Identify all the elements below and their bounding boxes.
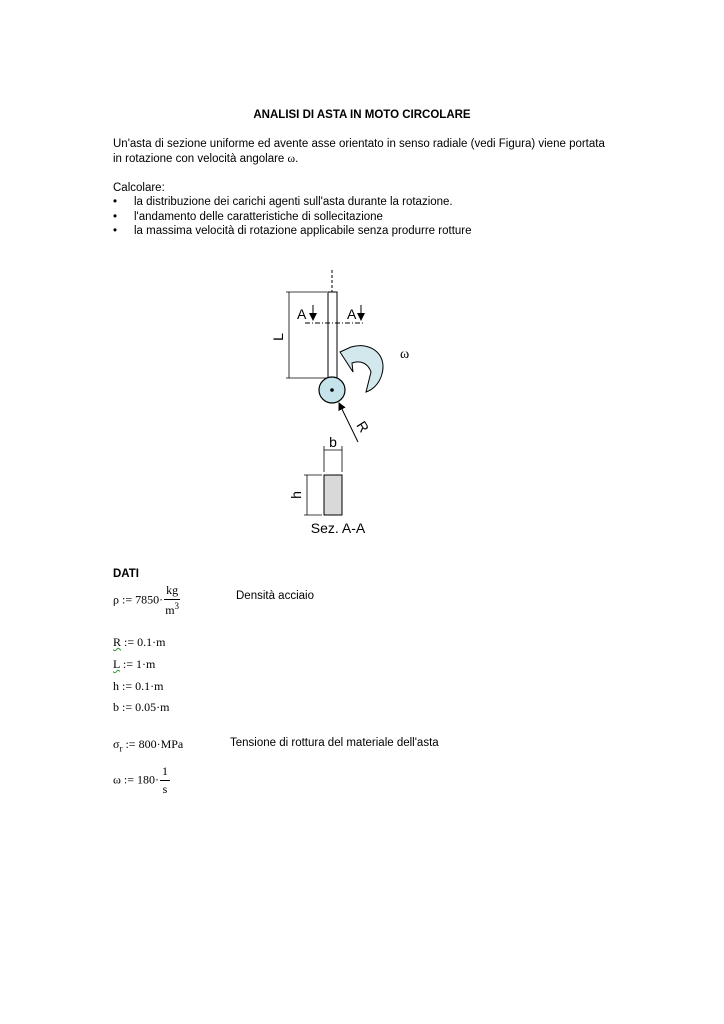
radius-arrow	[339, 403, 358, 442]
R-definition	[113, 635, 165, 650]
center-point	[330, 388, 334, 392]
rod	[328, 292, 337, 378]
rho-symbol: ρ	[113, 592, 119, 607]
b-symbol: b	[113, 700, 119, 714]
assign-operator: :=	[122, 679, 133, 693]
intro-line-1: Un'asta di sezione uniforme ed avente asse orientato in senso radiale (vedi Figura) viene portata	[113, 138, 605, 150]
sigma-definition	[113, 737, 183, 753]
h-expression: 0.1·m	[135, 679, 164, 693]
cross-section	[324, 475, 342, 515]
omega-unit-num: 1	[160, 764, 170, 781]
label-L: L	[270, 333, 286, 341]
rotation-arrow-icon	[340, 346, 383, 392]
label-A-right: A	[347, 306, 357, 322]
rho-unit-exp: 3	[174, 601, 180, 611]
section-caption: Sez. A-A	[310, 520, 366, 536]
label-A-left: A	[297, 306, 307, 322]
label-b: b	[329, 434, 337, 450]
assign-operator: :=	[122, 657, 133, 671]
omega-value: 180·	[137, 772, 160, 787]
page-title: ANALISI DI ASTA IN MOTO CIRCOLARE	[253, 109, 471, 121]
sigma-expression: 800·MPa	[138, 737, 184, 751]
h-symbol: h	[113, 679, 119, 693]
assign-operator: :=	[123, 772, 135, 787]
rho-value: 7850·	[135, 592, 164, 607]
rho-unit-den: m	[165, 603, 175, 617]
assign-operator: :=	[122, 700, 133, 714]
assign-operator: :=	[122, 592, 133, 607]
omega-unit-fraction	[160, 764, 170, 797]
omega-symbol: ω	[287, 153, 296, 165]
omega-definition	[113, 764, 170, 797]
label-h: h	[288, 491, 304, 499]
sigma-symbol: σ	[113, 737, 120, 751]
R-symbol: R	[113, 635, 122, 649]
label-omega: ω	[400, 347, 410, 362]
assign-operator: :=	[124, 635, 135, 649]
label-R: R	[353, 418, 373, 436]
L-symbol: L	[113, 657, 120, 671]
L-expression: 1·m	[136, 657, 156, 671]
sigma-description: Tensione di rottura del materiale dell'asta	[230, 737, 439, 749]
sigma-subscript: r	[119, 743, 123, 754]
omega-data-symbol: ω	[113, 772, 121, 787]
rho-unit-fraction	[164, 583, 180, 618]
list-item: • la massima velocità di rotazione applicabile senza produrre rotture	[113, 224, 472, 239]
h-definition	[113, 679, 163, 694]
b-definition	[113, 700, 169, 715]
list-item: • la distribuzione dei carichi agenti sull'asta durante la rotazione.	[113, 195, 472, 210]
rho-unit-num: kg	[164, 583, 180, 600]
assign-operator: :=	[125, 737, 136, 751]
intro-line-2-end: .	[295, 153, 299, 165]
calcolare-label: Calcolare:	[113, 182, 165, 194]
list-item: • l'andamento delle caratteristiche di sollecitazione	[113, 210, 472, 225]
dati-heading: DATI	[113, 568, 139, 580]
rho-definition	[113, 583, 180, 618]
intro-line-2: in rotazione con velocità angolare	[113, 153, 288, 165]
omega-unit-den: s	[162, 782, 168, 796]
b-expression: 0.05·m	[135, 700, 170, 714]
R-expression: 0.1·m	[137, 635, 166, 649]
L-definition	[113, 657, 155, 672]
rho-description: Densità acciaio	[236, 590, 314, 602]
